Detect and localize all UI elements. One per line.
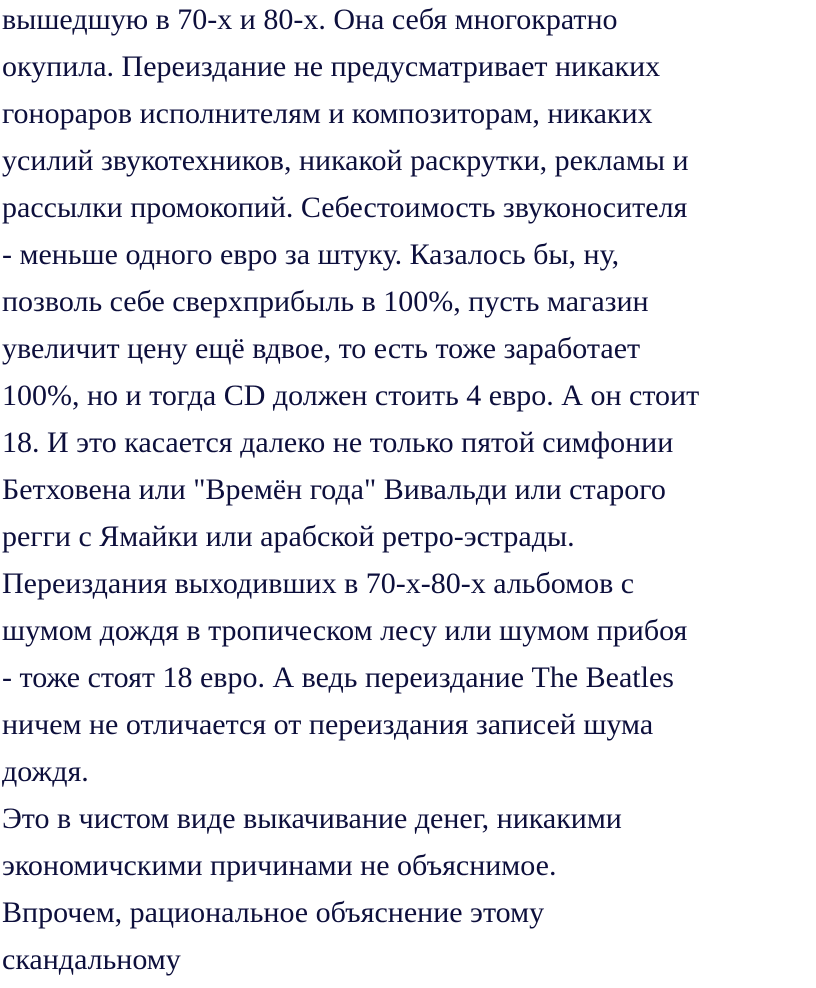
text-line: увеличит цену ещё вдвое, то есть тоже заработает [2,332,641,365]
text-line: позволь себе сверхприбыль в 100%, пусть магазин [2,285,649,318]
text-line: рассылки промокопий. Себестоимость звуконосителя [2,191,688,224]
text-line: вышедшую в 70-х и 80-х. Она себя многократно [2,3,618,36]
text-line: гонораров исполнителям и композиторам, никаких [2,97,653,130]
text-line: усилий звукотехников, никакой раскрутки, рекламы и [2,144,689,177]
text-line: Впрочем, рациональное объяснение этому [2,896,545,929]
text-line: - тоже стоят 18 евро. А ведь переиздание The Beatles [2,661,674,694]
text-line: 100%, но и тогда CD должен стоить 4 евро. А он стоит [2,379,700,412]
text-line: Переиздания выходивших в 70-х-80-х альбомов с [2,567,635,600]
text-line: регги с Ямайки или арабской ретро-эстрады. [2,520,575,553]
text-line: дождя. [2,755,89,788]
text-line: окупила. Переиздание не предусматривает никаких [2,50,661,83]
text-line: шумом дождя в тропическом лесу или шумом прибоя [2,614,688,647]
text-line: ничем не отличается от переиздания записей шума [2,708,654,741]
text-line: Бетховена или "Времён года" Вивальди или старого [2,473,666,506]
text-line: экономичскими причинами не объяснимое. [2,849,557,882]
text-line: скандальному [2,943,181,976]
text-line: Это в чистом виде выкачивание денег, никакими [2,802,622,835]
text-line: - меньше одного евро за штуку. Казалось бы, ну, [2,238,620,271]
text-line: 18. И это касается далеко не только пятой симфонии [2,426,674,459]
